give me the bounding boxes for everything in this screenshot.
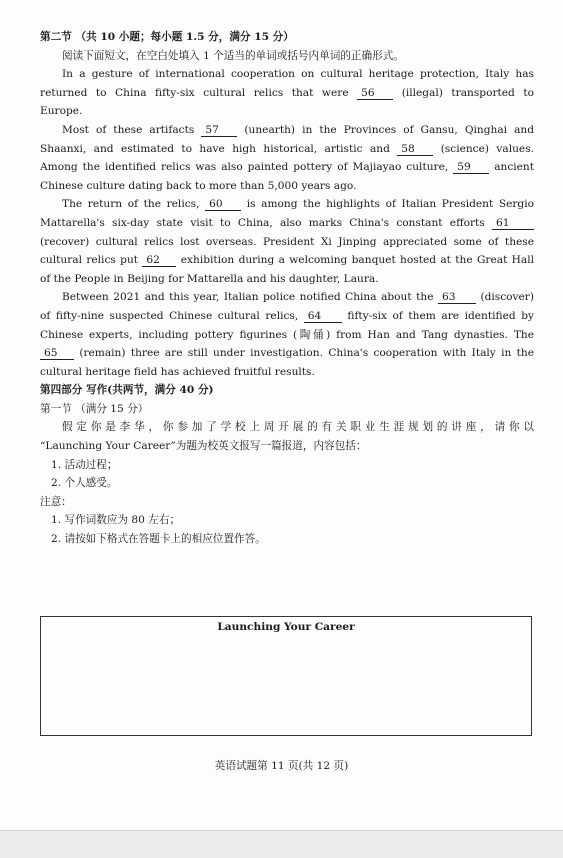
p4-line5: cultural heritage field has achieved fruitful results. (40, 365, 315, 378)
part4-section1: 第一节 （满分 15 分） (40, 402, 149, 415)
note-2: 2. 请按如下格式在答题卡上的相应位置作答。 (51, 533, 266, 546)
p3-line3: (recover) cultural relics lost overseas. President Xi Jinping appreciated some of these (40, 235, 534, 248)
p2-line4: Chinese culture dating back to more than 5,000 years ago. (40, 179, 357, 192)
p3-line5: of the People in Beijing for Mattarella and his daughter, Laura. (40, 272, 379, 285)
p1-line1: In a gesture of international cooperation on cultural heritage protection, Italy has (62, 68, 534, 81)
page-content (40, 28, 534, 549)
p3-line1: The return of the relics, 60 is among the highlights of Italian President Sergio (62, 198, 534, 211)
task-item2: 2. 个人感受。 (51, 477, 118, 490)
blank-59: 59 (453, 161, 489, 174)
p2-line3: Among the identified relics was also painted pottery of Majiayao culture, 59 ancient (40, 161, 534, 174)
blank-56: 56 (357, 87, 393, 100)
blank-64: 64 (304, 310, 342, 323)
page-footer: 英语试题第 11 页(共 12 页) (214, 760, 349, 772)
viewer-bottom-bar (0, 830, 563, 858)
p4-line2: of fifty-nine suspected Chinese cultural relics, 64 fifty-six of them are identified by (40, 309, 534, 322)
p1-line3: Europe. (40, 105, 83, 118)
section2-heading: 第二节 （共 10 小题；每小题 1.5 分，满分 15 分） (40, 31, 294, 43)
blank-65: 65 (40, 347, 74, 360)
section2-instruction: 阅读下面短文，在空白处填入 1 个适当的单词或括号内单词的正确形式。 (62, 49, 404, 62)
answer-box (40, 616, 532, 736)
task-line1: 假定你是李华，你参加了学校上周开展的有关职业生涯规划的讲座，请你以 (62, 421, 534, 434)
note-1: 1. 写作词数应为 80 左右； (51, 514, 181, 527)
notes-label: 注意： (40, 495, 72, 508)
p2-line1: Most of these artifacts 57 (unearth) in the Provinces of Gansu, Qinghai and (62, 123, 534, 136)
p4-line4: 65 (remain) three are still under investigation. China's cooperation with Italy in the (40, 344, 534, 363)
p4-line1: Between 2021 and this year, Italian police notified China about the 63 (discover) (62, 291, 534, 304)
blank-60: 60 (205, 198, 241, 211)
blank-61: 61 (492, 217, 534, 230)
blank-63: 63 (438, 291, 476, 304)
part4-heading: 第四部分 写作(共两节，满分 40 分) (40, 384, 214, 397)
blank-57: 57 (201, 124, 237, 137)
p2-line2: Shaanxi, and estimated to have high historical, artistic and 58 (science) values. (40, 142, 534, 155)
p4-line3: Chinese experts, including pottery figurines (陶俑) from Han and Tang dynasties. The (40, 328, 534, 341)
p3-line4: cultural relics put 62 exhibition during a welcoming banquet hosted at the Great Hall (40, 254, 534, 267)
task-line2: “Launching Your Career”为题为校英文报写一篇报道，内容包括： (40, 440, 367, 453)
p3-line2: Mattarella's six-day state visit to China, also marks China's constant efforts 61 (40, 214, 534, 233)
answer-box-title: Launching Your Career (217, 621, 355, 633)
p1-line2: returned to China fifty-six cultural relics that were 56 (illegal) transported to (40, 86, 534, 99)
task-item1: 1. 活动过程； (51, 458, 118, 471)
blank-62: 62 (142, 254, 176, 267)
blank-58: 58 (397, 143, 433, 156)
